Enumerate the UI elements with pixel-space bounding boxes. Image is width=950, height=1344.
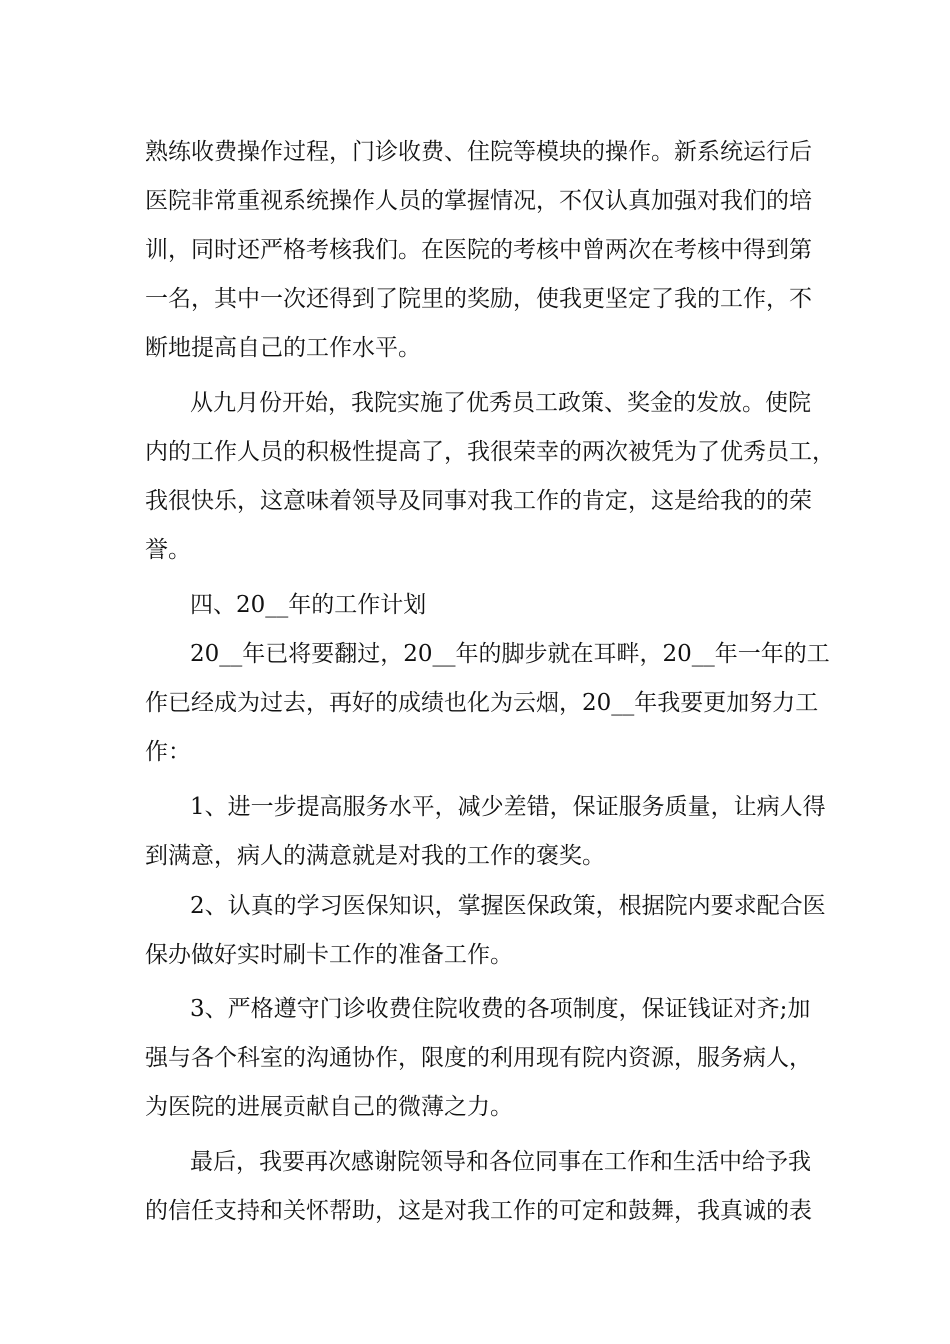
- text-line: 训，同时还严格考核我们。在医院的考核中曾两次在考核中得到第: [145, 237, 812, 263]
- paragraph-start-line: 最后，我要再次感谢院领导和各位同事在工作和生活中给予我: [190, 1149, 811, 1175]
- text-line: 作：: [145, 739, 191, 765]
- text-line: 强与各个科室的沟通协作，限度的利用现有院内资源，服务病人，: [145, 1045, 812, 1071]
- text-line: 我很快乐，这意味着领导及同事对我工作的肯定，这是给我的的荣: [145, 488, 812, 514]
- list-item-line: 1、进一步提高服务水平，减少差错，保证服务质量，让病人得: [190, 794, 826, 820]
- section-heading: 四、20__年的工作计划: [190, 592, 427, 618]
- text-line: 的信任支持和关怀帮助，这是对我工作的可定和鼓舞，我真诚的表: [145, 1198, 812, 1224]
- text-line: 断地提高自己的工作水平。: [145, 335, 421, 361]
- paragraph-start-line: 从九月份开始，我院实施了优秀员工政策、奖金的发放。使院: [190, 390, 811, 416]
- paragraph-start-line: 20__年已将要翻过，20__年的脚步就在耳畔，20__年一年的工: [190, 641, 830, 667]
- text-line: 内的工作人员的积极性提高了，我很荣幸的两次被凭为了优秀员工，: [145, 439, 835, 465]
- list-item-line: 2、认真的学习医保知识，掌握医保政策，根据院内要求配合医: [190, 893, 826, 919]
- text-line: 到满意，病人的满意就是对我的工作的褒奖。: [145, 843, 605, 869]
- text-line: 为医院的进展贡献自己的微薄之力。: [145, 1094, 513, 1120]
- list-item-line: 3、严格遵守门诊收费住院收费的各项制度，保证钱证对齐;加: [190, 996, 811, 1022]
- text-line: 誉。: [145, 537, 191, 563]
- text-line: 一名，其中一次还得到了院里的奖励，使我更坚定了我的工作，不: [145, 286, 812, 312]
- text-line: 熟练收费操作过程，门诊收费、住院等模块的操作。新系统运行后: [145, 139, 812, 165]
- text-line: 医院非常重视系统操作人员的掌握情况，不仅认真加强对我们的培: [145, 188, 812, 214]
- text-line: 保办做好实时刷卡工作的准备工作。: [145, 942, 513, 968]
- text-line: 作已经成为过去，再好的成绩也化为云烟，20__年我要更加努力工: [145, 690, 819, 716]
